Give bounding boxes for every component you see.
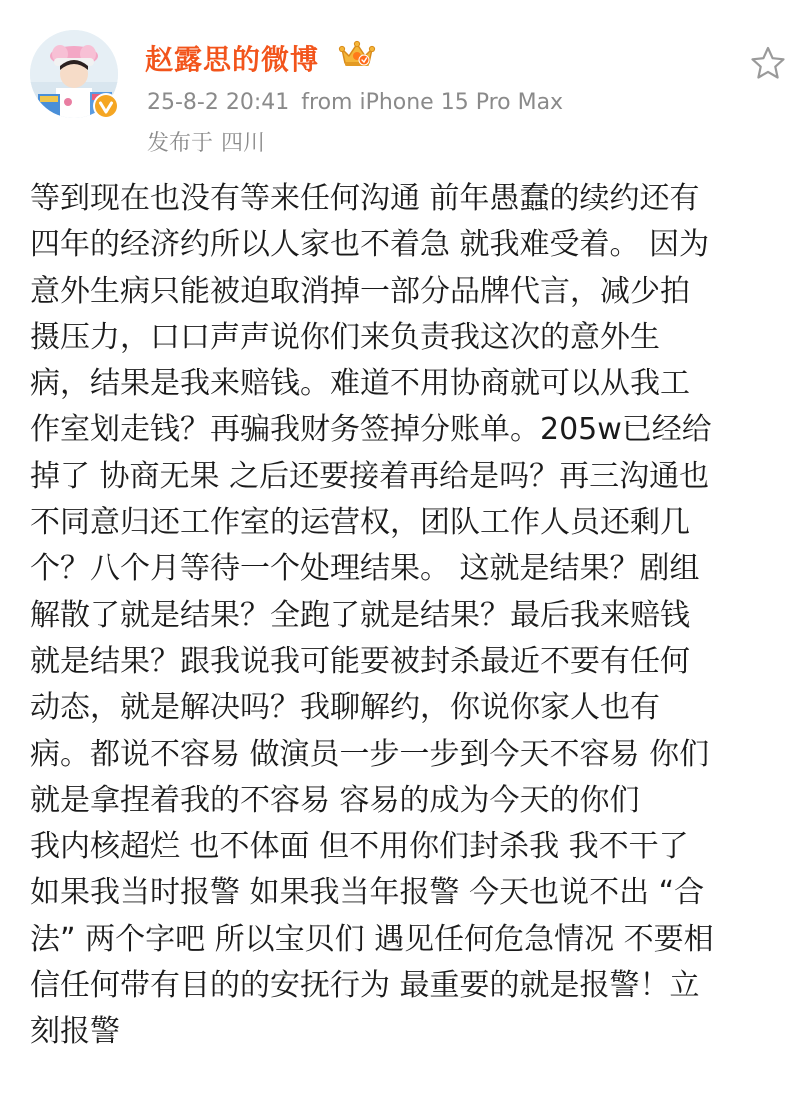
post-line: 如果我当时报警 如果我当年报警 今天也说不出 “合 [30, 875, 705, 911]
post-line: 作室划走钱？再骗我财务签掉分账单。205w已经给 [30, 412, 712, 448]
post-line: 信任何带有目的的安抚行为 最重要的就是报警！立 [30, 968, 700, 1004]
post-line: 就是结果？跟我说我可能要被封杀最近不要有任何 [30, 643, 690, 679]
post-line: 就是拿捏着我的不容易 容易的成为今天的你们 [30, 782, 640, 818]
post-line: 动态，就是解决吗？我聊解约，你说你家人也有 [30, 690, 660, 726]
post-line: 刻报警 [30, 1014, 120, 1050]
post-line: 摄压力，口口声声说你们来负责我这次的意外生 [30, 319, 660, 355]
post-line: 解散了就是结果？全跑了就是结果？最后我来赔钱 [30, 597, 690, 633]
post-line: 法” 两个字吧 所以宝贝们 遇见任何危急情况 不要相 [30, 921, 714, 957]
post-location [147, 126, 265, 157]
post-line: 意外生病只能被迫取消掉一部分品牌代言，减少拍 [30, 273, 690, 309]
post-line: 掉了 协商无果 之后还要接着再给是吗？再三沟通也 [30, 458, 710, 494]
post-line: 病。都说不容易 做演员一步一步到今天不容易 你们 [30, 736, 710, 772]
post-content [30, 176, 790, 1056]
post-line: 四年的经济约所以人家也不着急 就我难受着。 因为 [30, 227, 710, 263]
post-timestamp: 25-8-2 20:41 [147, 90, 290, 115]
post-line: 等到现在也没有等来任何沟通 前年愚蠢的续约还有 [30, 181, 700, 216]
author-name[interactable]: 赵露思的微博 [145, 43, 320, 76]
author-avatar-wrap[interactable] [30, 30, 118, 118]
post-line: 我内核超烂 也不体面 但不用你们封杀我 我不干了 [30, 829, 689, 865]
location-value: 四川 [221, 131, 266, 156]
post-line: 个？八个月等待一个处理结果。 这就是结果？剧组 [30, 551, 700, 587]
post-line: 病，结果是我来赔钱。难道不用协商就可以从我工 [30, 366, 690, 402]
verified-badge-icon [92, 92, 120, 120]
post-source: from iPhone 15 Pro Max [301, 90, 564, 115]
post-line: 不同意归还工作室的运营权，团队工作人员还剩几 [30, 505, 690, 541]
vip-crown-icon[interactable] [338, 39, 376, 69]
post-meta [147, 90, 563, 115]
location-label: 发布于 [147, 131, 214, 156]
post-header [0, 0, 800, 170]
star-outline-icon[interactable] [748, 44, 788, 84]
